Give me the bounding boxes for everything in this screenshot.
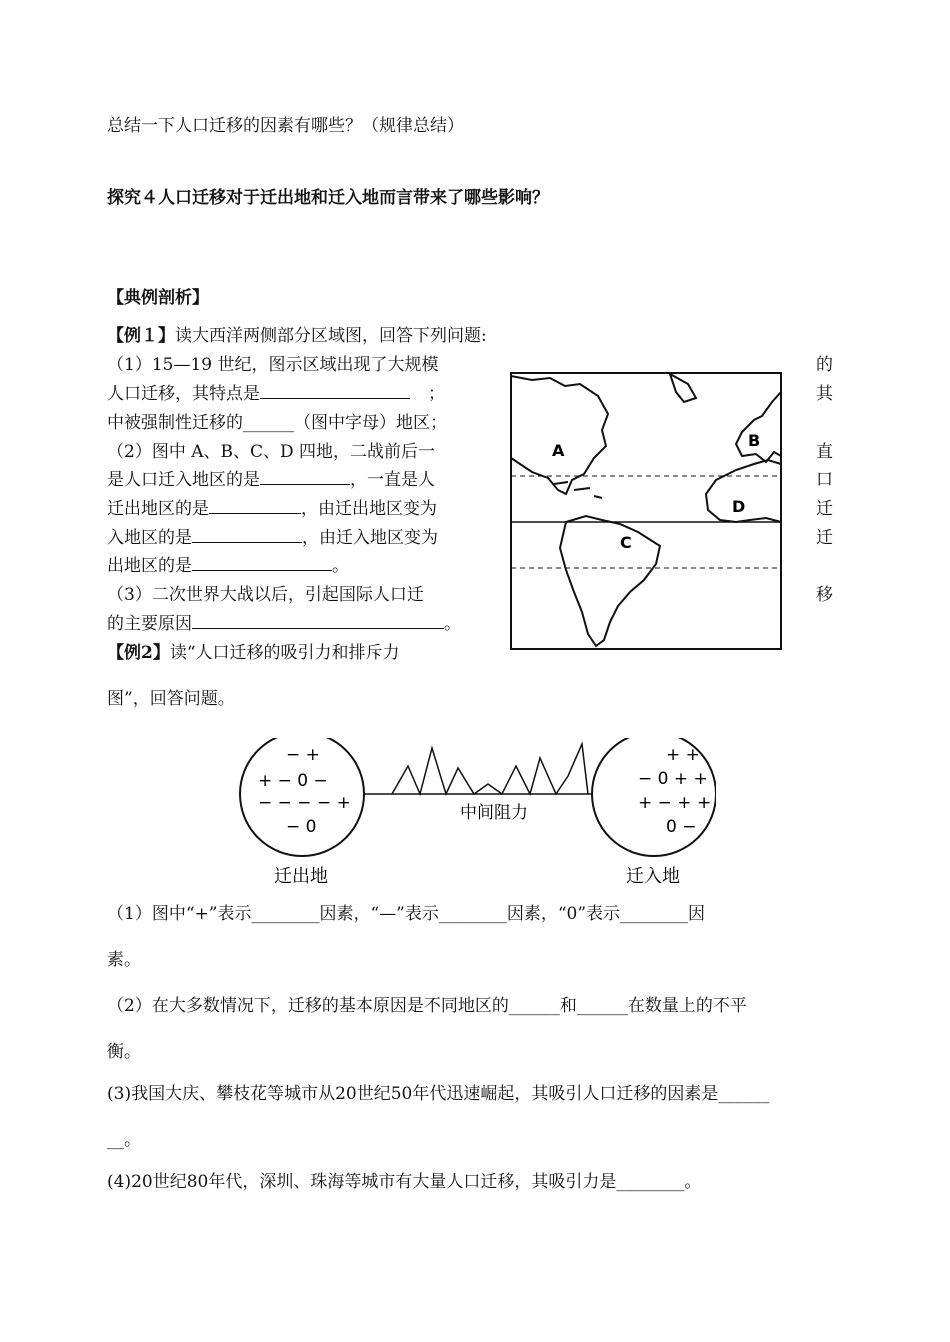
- ex1-q3-line2: [107, 612, 461, 636]
- origin-row-1: − +: [286, 745, 320, 765]
- ex1-q3-line2-end: 。: [444, 614, 461, 634]
- map-label-d: D: [732, 497, 746, 516]
- ex1-q2-line2-end: ，一直是人: [350, 470, 435, 490]
- ex1-q3-line2-text: 的主要原因: [107, 614, 192, 634]
- ex1-q2-line4-text: 入地区的是: [107, 528, 192, 548]
- obstacle-peaks: [392, 744, 588, 794]
- destination-row-1: + +: [666, 745, 700, 765]
- ex1-q1-line2: [107, 382, 445, 406]
- ex2-intro-cont: 图”，回答问题。: [107, 689, 235, 709]
- ex1-q1-line1-tail: 的: [816, 355, 833, 375]
- ex2-q2-line1: （2）在大多数情况下，迁移的基本原因是不同地区的______和______在数量上的不平: [107, 996, 747, 1016]
- destination-label: 迁入地: [626, 866, 680, 887]
- answer-blank[interactable]: [192, 612, 444, 629]
- ex2-q3-line1: (3)我国大庆、攀枝花等城市从20世纪50年代迅速崛起，其吸引人口迁移的因素是______: [107, 1084, 770, 1104]
- explore-4-heading: 探究４人口迁移对于迁出地和迁入地而言带来了哪些影响？: [107, 188, 549, 208]
- answer-blank[interactable]: [192, 526, 302, 543]
- ex1-q3-line1-tail: 移: [816, 585, 833, 605]
- ex2-q1-line2: 素。: [107, 950, 141, 970]
- destination-row-4: 0 −: [666, 817, 697, 837]
- ex1-q2-line5-end: 。: [332, 556, 349, 576]
- origin-label: 迁出地: [274, 866, 328, 887]
- answer-blank[interactable]: [209, 497, 301, 514]
- atlantic-region-map: [510, 372, 782, 650]
- ex1-q2-line3-tail: 迁: [816, 499, 833, 519]
- middle-resistance-label: 中间阻力: [460, 803, 528, 823]
- answer-blank[interactable]: [260, 382, 410, 399]
- ex1-label: 【例１】: [107, 326, 175, 346]
- ex1-q2-line4: [107, 526, 438, 550]
- ex1-q2-line3: [107, 497, 437, 521]
- ex1-q2-line2: [107, 468, 435, 492]
- origin-row-2: + − 0 −: [258, 771, 328, 791]
- answer-blank[interactable]: [192, 554, 332, 571]
- ex1-q1-line2-tail: 其: [816, 384, 833, 404]
- ex1-q2-line1: （2）图中 A、B、C、D 四地，二战前后一: [107, 442, 436, 462]
- ex1-q2-line5-text: 出地区的是: [107, 556, 192, 576]
- origin-row-3: − − − − +: [258, 793, 351, 813]
- ex2-intro: 读“人口迁移的吸引力和排斥力: [169, 643, 400, 663]
- ex1-q1-line3: 中被强制性迁移的______（图中字母）地区；: [107, 413, 447, 433]
- ex1-q2-line3-end: ，由迁出地区变为: [301, 499, 437, 519]
- ex2-q2-line2: 衡。: [107, 1042, 141, 1062]
- map-label-c: C: [620, 533, 632, 552]
- ex1-q2-line3-text: 迁出地区的是: [107, 499, 209, 519]
- ex1-heading: [107, 324, 487, 348]
- ex2-label: 【例2】: [107, 643, 170, 663]
- summary-line: 总结一下人口迁移的因素有哪些？（规律总结）: [107, 116, 464, 136]
- ex2-q1-line1: （1）图中“+”表示________因素，“—”表示________因素，“0”表示________因: [107, 904, 706, 924]
- ex1-intro: 读大西洋两侧部分区域图，回答下列问题:: [175, 326, 487, 346]
- map-label-a: A: [552, 441, 565, 460]
- section-title: 【典例剖析】: [107, 288, 209, 308]
- ex1-q2-line2-tail: 口: [816, 470, 833, 490]
- ex1-q2-line2-text: 是人口迁入地区的是: [107, 470, 260, 490]
- origin-row-4: − 0: [286, 817, 317, 837]
- ex2-q3-line2: __。: [107, 1130, 141, 1150]
- map-label-b: B: [748, 431, 761, 450]
- ex1-q2-line4-end: ，由迁入地区变为: [302, 528, 438, 548]
- push-pull-diagram: [236, 738, 716, 890]
- answer-blank[interactable]: [260, 468, 350, 485]
- ex1-q2-line5: [107, 554, 349, 578]
- ex2-heading: [107, 641, 400, 665]
- ex1-q1-line2-end: ；: [428, 384, 445, 404]
- ex1-q2-line4-tail: 迁: [816, 528, 833, 548]
- ex1-q1-line2-text: 人口迁移，其特点是: [107, 384, 260, 404]
- destination-row-2: − 0 + +: [638, 769, 708, 789]
- ex1-q1-line1: （1）15—19 世纪，图示区域出现了大规模: [107, 355, 439, 375]
- ex1-q3-line1: （3）二次世界大战以后，引起国际人口迁: [107, 585, 424, 605]
- ex1-q2-line1-tail: 直: [816, 442, 833, 462]
- ex2-q4: (4)20世纪80年代，深圳、珠海等城市有大量人口迁移，其吸引力是________。: [107, 1172, 702, 1192]
- destination-row-3: + − + +: [638, 793, 712, 813]
